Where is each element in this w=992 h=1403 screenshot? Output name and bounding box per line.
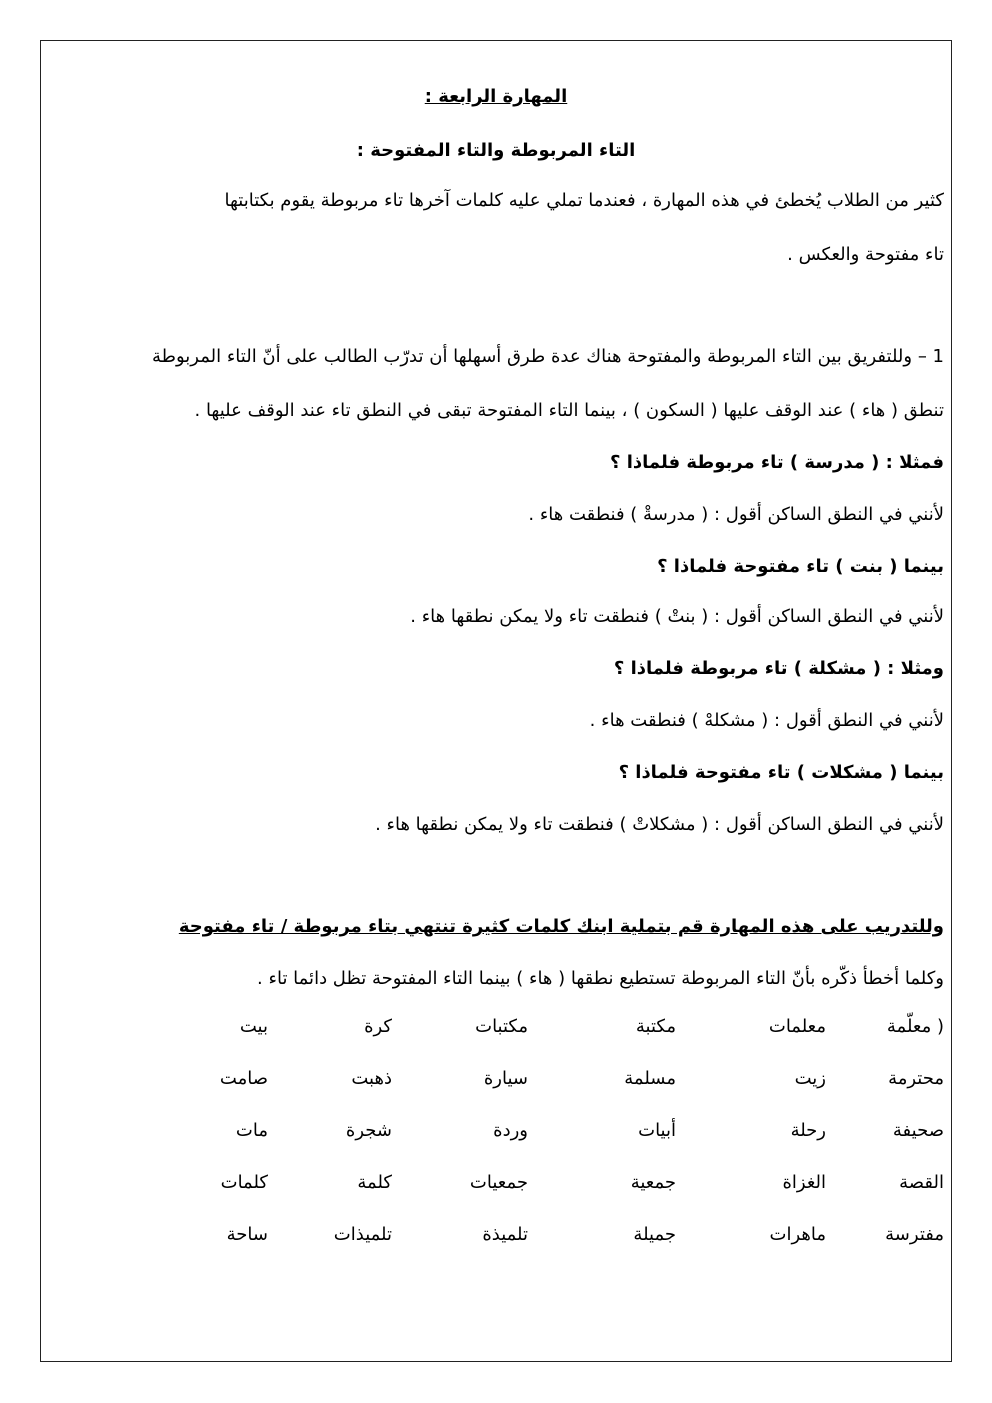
word: رحلة <box>790 1120 826 1141</box>
example-question: فمثلا : ( مدرسة ) تاء مربوطة فلماذا ؟ <box>610 452 944 473</box>
word: تلميذات <box>333 1224 392 1245</box>
word: جميلة <box>633 1224 676 1245</box>
word: ( معلّمة <box>886 1016 944 1037</box>
example-question: بينما ( بنت ) تاء مفتوحة فلماذا ؟ <box>657 556 944 577</box>
point1-line-1: 1 – وللتفريق بين التاء المربوطة والمفتوحة هناك عدة طرق أسهلها أن تدرّب الطالب على أنّ التاء المربوطة <box>152 346 944 367</box>
word: مسلمة <box>624 1068 676 1089</box>
example-answer: لأنني في النطق الساكن أقول : ( بنتْ ) فنطقت تاء ولا يمكن نطقها هاء . <box>410 606 944 627</box>
word-row <box>160 1016 944 1068</box>
word: جمعية <box>630 1172 676 1193</box>
word: ساحة <box>226 1224 268 1245</box>
example-answer: لأنني في النطق أقول : ( مشكلهْ ) فنطقت هاء . <box>589 710 944 731</box>
word: صحيفة <box>892 1120 944 1141</box>
word: صامت <box>219 1068 268 1089</box>
word: سيارة <box>483 1068 528 1089</box>
word: ماهرات <box>769 1224 826 1245</box>
word: مكتبات <box>475 1016 528 1037</box>
training-note: وكلما أخطأ ذكّره بأنّ التاء المربوطة تستطيع نطقها ( هاء ) بينما التاء المفتوحة تظل دائما تاء . <box>257 968 944 989</box>
word: كرة <box>364 1016 392 1037</box>
training-heading: وللتدريب على هذه المهارة قم بتملية ابنك كلمات كثيرة تنتهي بتاء مربوطة / تاء مفتوحة <box>178 916 944 937</box>
word: زيت <box>794 1068 826 1089</box>
page-subtitle: التاء المربوطة والتاء المفتوحة : <box>356 140 636 161</box>
example-question: ومثلا : ( مشكلة ) تاء مربوطة فلماذا ؟ <box>613 658 944 679</box>
word-row <box>160 1224 944 1276</box>
example-answer: لأنني في النطق الساكن أقول : ( مشكلاتْ ) فنطقت تاء ولا يمكن نطقها هاء . <box>375 814 944 835</box>
word: أبيات <box>638 1120 676 1141</box>
word: مات <box>235 1120 268 1141</box>
word: مفترسة <box>885 1224 944 1245</box>
word: جمعيات <box>469 1172 528 1193</box>
example-answer: لأنني في النطق الساكن أقول : ( مدرسةْ ) فنطقت هاء . <box>528 504 944 525</box>
word: بيت <box>239 1016 268 1037</box>
example-question: بينما ( مشكلات ) تاء مفتوحة فلماذا ؟ <box>618 762 944 783</box>
point1-line-2: تنطق ( هاء ) عند الوقف عليها ( السكون ) ، بينما التاء المفتوحة تبقى في النطق تاء عند الوقف عليها . <box>194 400 944 421</box>
word: الغزاة <box>782 1172 826 1193</box>
word-row <box>160 1120 944 1172</box>
word: تلميذة <box>482 1224 528 1245</box>
word: كلمة <box>357 1172 392 1193</box>
word-grid <box>160 1016 944 1276</box>
word: مكتبة <box>635 1016 676 1037</box>
page-title: المهارة الرابعة : <box>424 86 568 107</box>
word: معلمات <box>768 1016 826 1037</box>
word: شجرة <box>345 1120 392 1141</box>
intro-line-2: تاء مفتوحة والعكس . <box>787 244 944 265</box>
word-row <box>160 1172 944 1224</box>
word: ذهبت <box>351 1068 392 1089</box>
word: القصة <box>899 1172 944 1193</box>
word: كلمات <box>220 1172 268 1193</box>
word: وردة <box>493 1120 528 1141</box>
intro-line-1: كثير من الطلاب يُخطئ في هذه المهارة ، فعندما تملي عليه كلمات آخرها تاء مربوطة يقوم بكتابتها <box>224 190 944 211</box>
word-row <box>160 1068 944 1120</box>
word: محترمة <box>888 1068 944 1089</box>
